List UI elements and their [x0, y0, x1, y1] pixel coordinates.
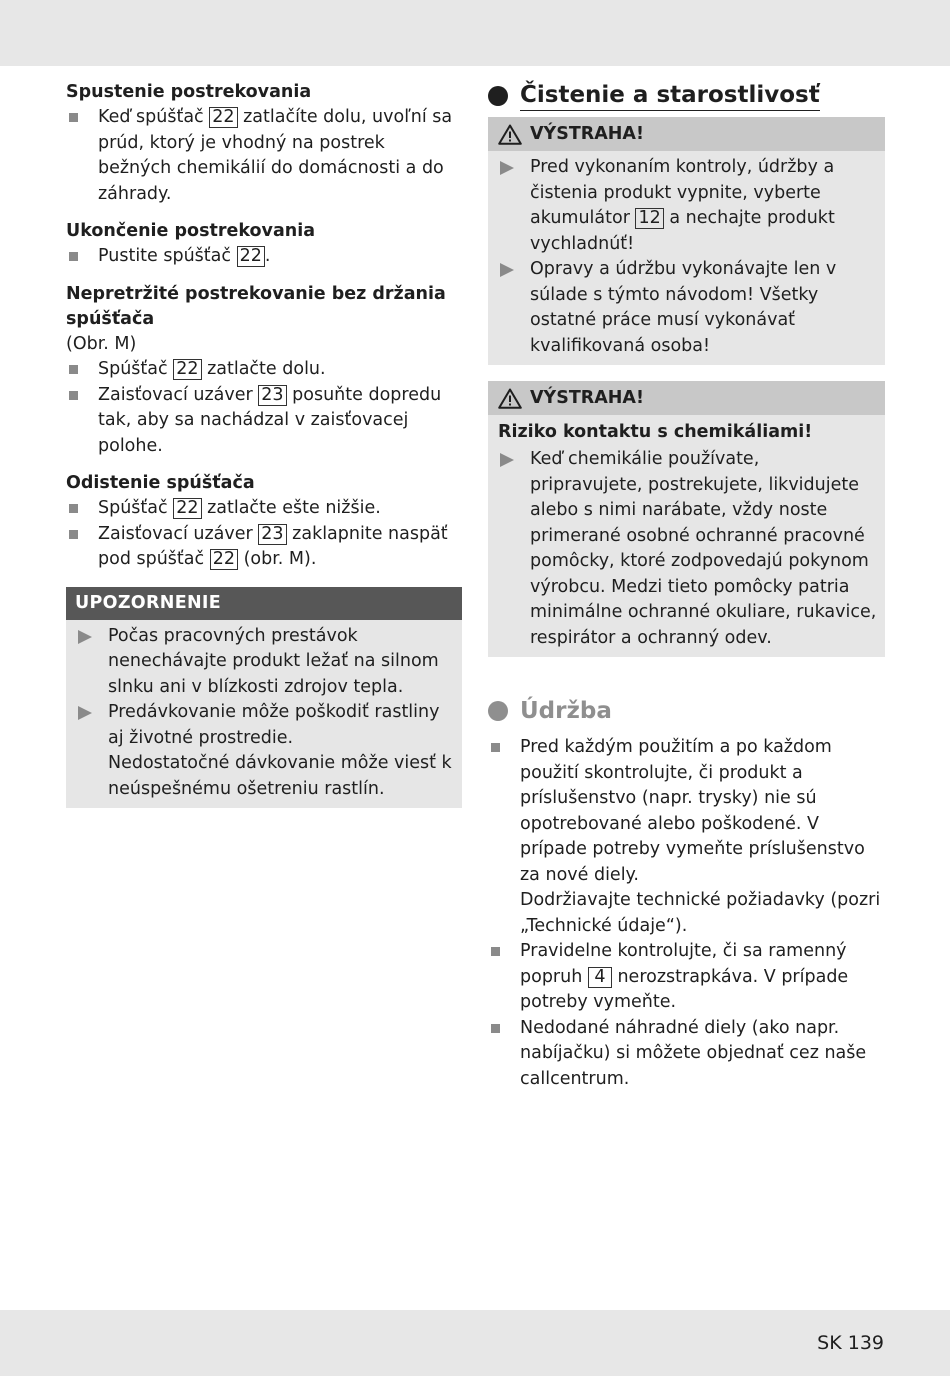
warning-subtitle: Riziko kontaktu s chemikáliami!	[498, 422, 813, 442]
list-item: Počas pracovných prestávok nenechávajte produkt ležať na silnom slnku ani v blízkosti zdrojov tepla.	[66, 624, 462, 701]
warning-list	[488, 445, 885, 651]
warning-triangle-icon	[498, 388, 522, 409]
notice-box	[66, 587, 462, 809]
list-item: Zaisťovací uzáver 23 posuňte dopredu tak, aby sa nachádzal v zaisťovacej polohe.	[66, 383, 462, 460]
section-cleaning-heading	[488, 80, 885, 111]
list-spustenie	[66, 105, 462, 207]
left-column	[66, 80, 462, 808]
right-column	[488, 80, 885, 1092]
notice-list	[66, 620, 462, 803]
part-ref: 12	[635, 208, 663, 229]
notice-title: UPOZORNENIE	[66, 587, 462, 620]
part-ref: 22	[210, 549, 238, 570]
warning-header	[488, 381, 885, 415]
list-item: Predávkovanie môže poškodiť rastliny aj životné prostredie. Nedostatočné dávkovanie môže viesť k neúspešnému ošetreniu rastlín.	[66, 700, 462, 802]
warning-box-chemicals	[488, 381, 885, 657]
section-maintenance-heading	[488, 695, 885, 727]
list-item: Keď spúšťač 22 zatlačíte dolu, uvoľní sa prúd, ktorý je vhodný na postrek bežných chemikálií do domácnosti a do záhrady.	[66, 105, 462, 207]
warning-title: VÝSTRAHA!	[530, 388, 644, 408]
page-number: SK 139	[817, 1332, 884, 1354]
part-ref: 23	[258, 524, 286, 545]
part-ref: 22	[209, 107, 237, 128]
list-item: Opravy a údržbu vykonávajte len v súlade s týmto návodom! Všetky ostatné práce musí vykonávať kvalifikovaná osoba!	[488, 257, 885, 359]
part-ref: 23	[258, 385, 286, 406]
footer-band	[0, 1310, 950, 1376]
list-item: Pred každým použitím a po každom použití skontrolujte, či produkt a príslušenstvo (napr. trysky) nie sú opotrebované alebo poškodené. V prípade potreby vymeňte príslušenstvo za nové diely. Dodržiavajte technické požiadavky (pozri „Technické údaje“).	[488, 735, 885, 939]
warning-box	[488, 117, 885, 365]
list-item: Zaisťovací uzáver 23 zaklapnite naspäť pod spúšťač 22 (obr. M).	[66, 522, 462, 573]
list-item: Nedodané náhradné diely (ako napr. nabíjačku) si môžete objednať cez naše callcentrum.	[488, 1016, 885, 1093]
part-ref: 4	[588, 967, 612, 988]
section-bullet-icon	[488, 86, 508, 106]
section-bullet-icon	[488, 701, 508, 721]
list-odistenie	[66, 496, 462, 573]
figure-note: (Obr. M)	[66, 333, 137, 354]
list-item: Pravidelne kontrolujte, či sa ramenný popruh 4 nerozstrapkáva. V prípade potreby vymeňte.	[488, 939, 885, 1016]
warning-title: VÝSTRAHA!	[530, 124, 644, 144]
heading-odistenie: Odistenie spúšťača	[66, 473, 255, 493]
part-ref: 22	[173, 359, 201, 380]
list-ukoncenie	[66, 244, 462, 270]
warning-triangle-icon	[498, 124, 522, 145]
list-nepretrzite	[66, 357, 462, 459]
section-title: Čistenie a starostlivosť	[520, 80, 820, 111]
warning-list	[488, 151, 885, 359]
heading-spustenie: Spustenie postrekovania	[66, 82, 312, 102]
warning-header	[488, 117, 885, 151]
list-item: Spúšťač 22 zatlačte ešte nižšie.	[66, 496, 462, 522]
heading-nepretrzite: Nepretržité postrekovanie bez držania spúšťača	[66, 283, 446, 329]
part-ref: 22	[237, 246, 265, 267]
list-item: Keď chemikálie používate, pripravujete, postrekujete, likvidujete alebo s nimi narábate, vždy noste primerané osobné ochranné pracovné pomôcky, ktoré zodpovedajú pokynom výrobcu. Medzi tieto pomôcky patria minimálne ochranné okuliare, rukavice, respirátor a ochranný odev.	[488, 447, 885, 651]
list-item: Pustite spúšťač 22 .	[66, 244, 462, 270]
header-band	[0, 0, 950, 66]
list-item: Spúšťač 22 zatlačte dolu.	[66, 357, 462, 383]
part-ref: 22	[173, 498, 201, 519]
section-title: Údržba	[520, 698, 612, 724]
heading-ukoncenie: Ukončenie postrekovania	[66, 221, 316, 241]
maintenance-list	[488, 735, 885, 1092]
list-item: Pred vykonaním kontroly, údržby a čistenia produkt vypnite, vyberte akumulátor 12 a nechajte produkt vychladnúť!	[488, 155, 885, 257]
